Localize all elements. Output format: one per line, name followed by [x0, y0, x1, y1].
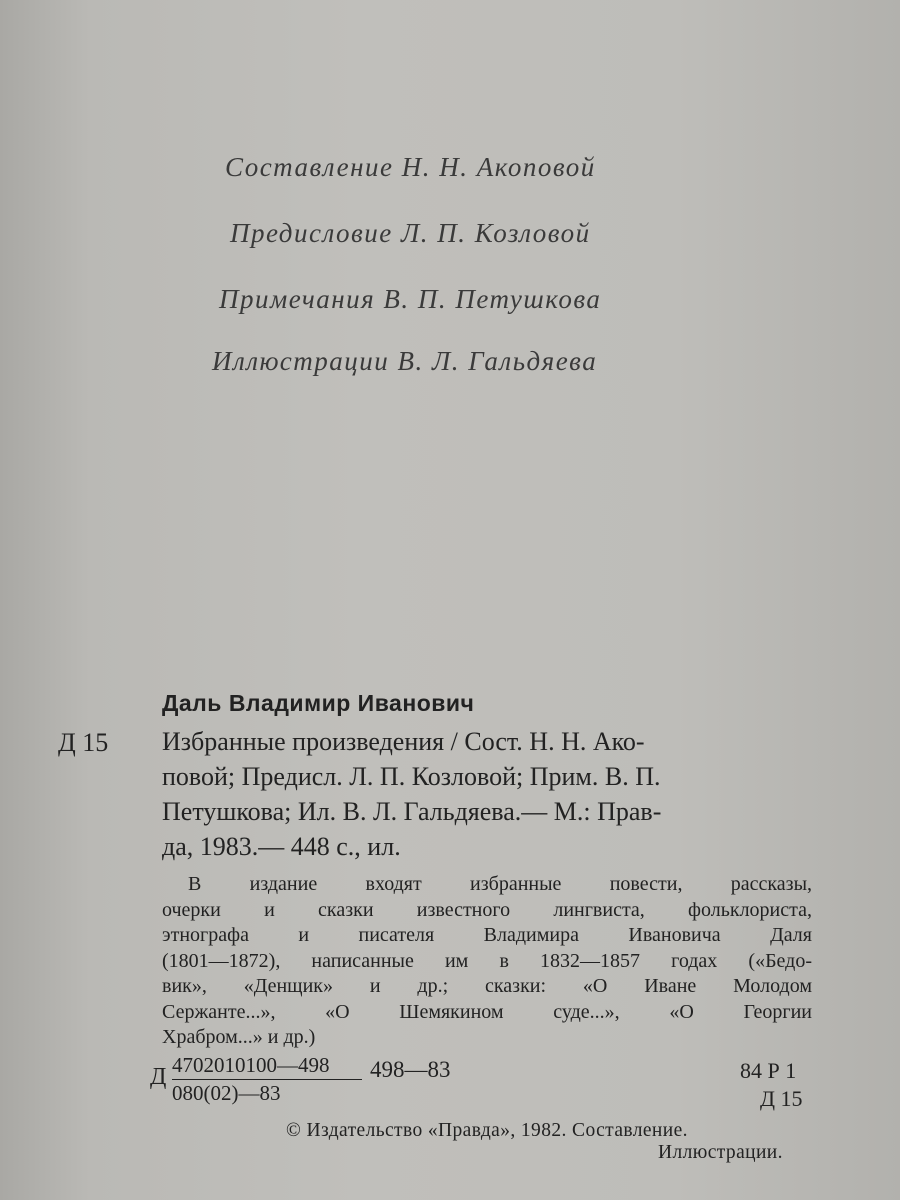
catalog-code: Д 15: [58, 728, 109, 757]
bibliographic-description: [162, 724, 812, 864]
annotation-line: (1801—1872), написанные им в 1832—1857 годах («Бедо-: [162, 949, 812, 972]
bbk-code: 84 Р 1: [740, 1058, 797, 1083]
annotation-line: очерки и сказки известного лингвиста, фольклориста,: [162, 898, 812, 921]
annotation: [162, 872, 812, 1051]
catalog-author: Даль Владимир Иванович: [162, 690, 475, 716]
author-sign: Д 15: [760, 1086, 803, 1111]
bib-line: да, 1983.— 448 с., ил.: [162, 832, 401, 861]
bib-line: Избранные произведения / Сост. Н. Н. Ако-: [162, 727, 645, 756]
annotation-line: Храбром...» и др.): [162, 1026, 316, 1048]
index-denominator: 080(02)—83: [172, 1081, 281, 1105]
index-fraction: [172, 1053, 362, 1106]
annotation-line: вик», «Денщик» и др.; сказки: «О Иване Молодом: [162, 975, 812, 997]
index-numerator: 4702010100—498: [172, 1053, 362, 1080]
bib-line: Петушкова; Ил. В. Л. Гальдяева.— М.: Прав-: [162, 797, 662, 826]
bib-line: повой; Предисл. Л. П. Козловой; Прим. В. П.: [162, 762, 661, 791]
copyright-line: © Издательство «Правда», 1982. Составление.: [286, 1120, 688, 1141]
index-number: 498—83: [370, 1057, 451, 1082]
credit-notes: Примечания В. П. Петушкова: [219, 284, 602, 314]
annotation-line: В издание входят избранные повести, рассказы,: [188, 873, 812, 895]
credit-compiler: Составление Н. Н. Акоповой: [225, 152, 596, 182]
annotation-line: этнографа и писателя Владимира Ивановича Даля: [162, 924, 812, 946]
copyright-line-2: Иллюстрации.: [658, 1142, 783, 1163]
index-letter: Д: [150, 1064, 167, 1090]
annotation-line: Сержанте...», «О Шемякином суде...», «О Георгии: [162, 1000, 812, 1023]
credit-preface: Предисловие Л. П. Козловой: [230, 218, 591, 248]
credit-illustrations: Иллюстрации В. Л. Гальдяева: [212, 346, 598, 376]
